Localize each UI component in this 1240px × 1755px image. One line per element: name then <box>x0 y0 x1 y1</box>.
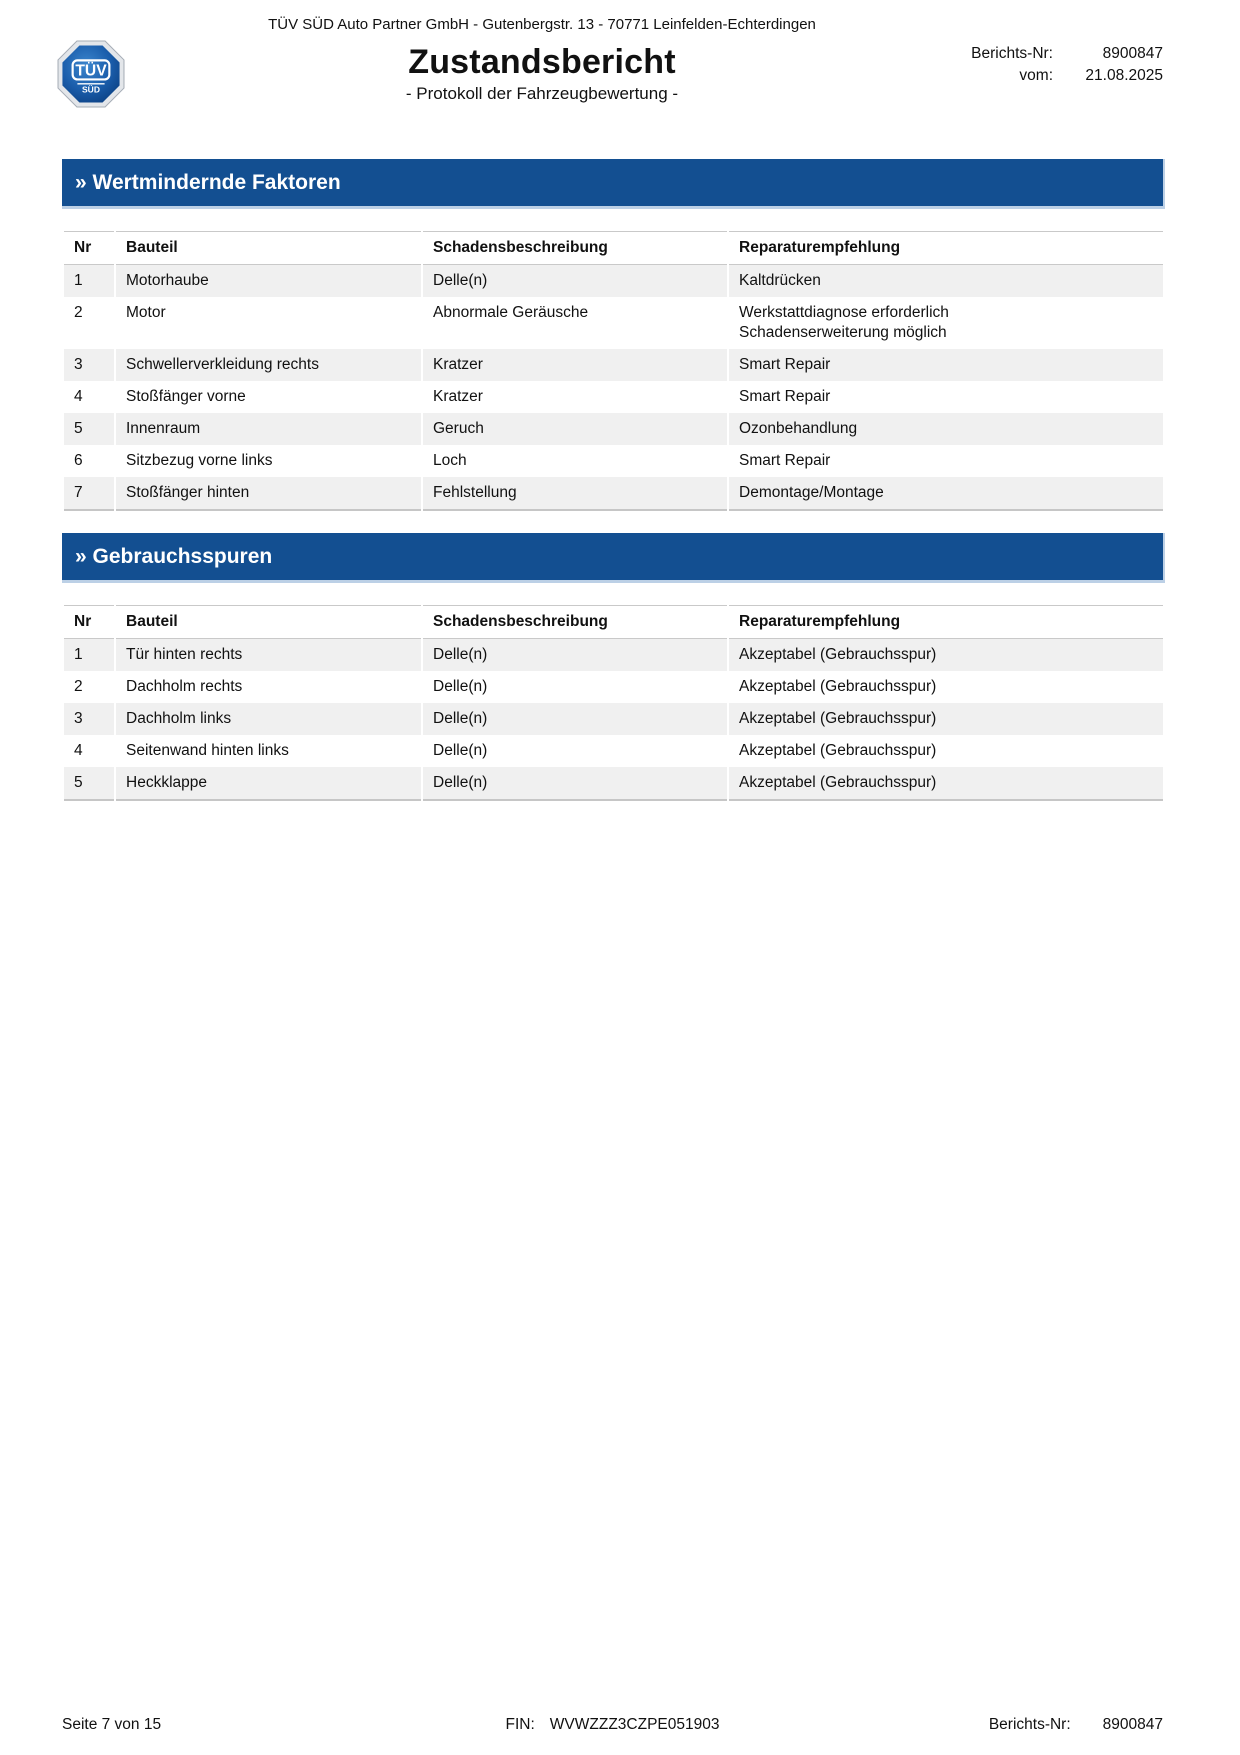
cell-bauteil: Heckklappe <box>116 767 421 801</box>
cell-bauteil: Dachholm links <box>116 703 421 735</box>
cell-reparaturempfehlung: Akzeptabel (Gebrauchsspur) <box>729 671 1163 703</box>
table-row <box>64 671 1163 703</box>
section-header-gebrauchsspuren: » Gebrauchsspuren <box>62 533 1165 583</box>
footer-report-number-label: Berichts-Nr: <box>988 1716 1071 1733</box>
cell-reparaturempfehlung: Akzeptabel (Gebrauchsspur) <box>729 767 1163 801</box>
logo-text-tuv: TÜV <box>75 62 107 80</box>
cell-reparaturempfehlung: Ozonbehandlung <box>729 413 1163 445</box>
column-header-bauteil: Bauteil <box>116 231 421 265</box>
cell-nr: 3 <box>64 703 114 735</box>
table-row <box>64 265 1163 297</box>
cell-reparaturempfehlung: Smart Repair <box>729 381 1163 413</box>
cell-reparaturempfehlung: Kaltdrücken <box>729 265 1163 297</box>
cell-schadensbeschreibung: Fehlstellung <box>423 477 727 511</box>
column-header-bauteil: Bauteil <box>116 605 421 639</box>
cell-nr: 6 <box>64 445 114 477</box>
cell-schadensbeschreibung: Delle(n) <box>423 265 727 297</box>
column-header-nr: Nr <box>64 605 114 639</box>
table-row <box>64 703 1163 735</box>
cell-nr: 2 <box>64 297 114 349</box>
table-head <box>64 605 1163 639</box>
cell-schadensbeschreibung: Abnormale Geräusche <box>423 297 727 349</box>
table-row <box>64 381 1163 413</box>
fin-value: WVWZZZ3CZPE051903 <box>549 1716 720 1733</box>
table-body <box>64 639 1163 801</box>
cell-nr: 1 <box>64 639 114 671</box>
cell-schadensbeschreibung: Delle(n) <box>423 703 727 735</box>
column-header-nr: Nr <box>64 231 114 265</box>
header-center <box>143 16 941 113</box>
cell-schadensbeschreibung: Geruch <box>423 413 727 445</box>
cell-reparaturempfehlung: Demontage/Montage <box>729 477 1163 511</box>
column-header-schadensbeschreibung: Schadensbeschreibung <box>423 231 727 265</box>
cell-reparaturempfehlung: Smart Repair <box>729 445 1163 477</box>
report-date-label: vom: <box>1019 67 1053 84</box>
cell-bauteil: Tür hinten rechts <box>116 639 421 671</box>
cell-bauteil: Motor <box>116 297 421 349</box>
tuv-sued-logo <box>57 16 143 113</box>
page-title: Zustandsbericht <box>408 43 676 81</box>
footer-report-number-block <box>719 1715 1163 1735</box>
cell-reparaturempfehlung: Akzeptabel (Gebrauchsspur) <box>729 639 1163 671</box>
cell-nr: 4 <box>64 381 114 413</box>
cell-bauteil: Schwellerverkleidung rechts <box>116 349 421 381</box>
cell-nr: 1 <box>64 265 114 297</box>
cell-bauteil: Seitenwand hinten links <box>116 735 421 767</box>
wertmindernde-faktoren-table <box>62 231 1165 511</box>
table-header-row <box>64 605 1163 639</box>
table-row <box>64 477 1163 511</box>
cell-nr: 7 <box>64 477 114 511</box>
column-header-reparaturempfehlung: Reparaturempfehlung <box>729 605 1163 639</box>
report-meta <box>941 43 1163 113</box>
cell-reparaturempfehlung: Werkstattdiagnose erforderlich Schadenserweiterung möglich <box>729 297 1163 349</box>
fin-label: FIN: <box>505 1716 535 1733</box>
cell-schadensbeschreibung: Kratzer <box>423 349 727 381</box>
cell-schadensbeschreibung: Delle(n) <box>423 671 727 703</box>
cell-reparaturempfehlung: Smart Repair <box>729 349 1163 381</box>
cell-nr: 3 <box>64 349 114 381</box>
table-row <box>64 445 1163 477</box>
cell-schadensbeschreibung: Loch <box>423 445 727 477</box>
table-row <box>64 349 1163 381</box>
cell-schadensbeschreibung: Delle(n) <box>423 735 727 767</box>
table-body <box>64 265 1163 511</box>
cell-schadensbeschreibung: Kratzer <box>423 381 727 413</box>
table-row <box>64 297 1163 349</box>
report-number-label: Berichts-Nr: <box>971 45 1053 62</box>
footer-report-number-value: 8900847 <box>1102 1716 1163 1733</box>
company-address-line: TÜV SÜD Auto Partner GmbH - Gutenbergstr. 13 - 70771 Leinfelden-Echterdingen <box>268 16 816 33</box>
cell-bauteil: Motorhaube <box>116 265 421 297</box>
table-head <box>64 231 1163 265</box>
fin-block <box>506 1715 720 1735</box>
table-row <box>64 767 1163 801</box>
report-number-value: 8900847 <box>1102 45 1163 62</box>
column-header-schadensbeschreibung: Schadensbeschreibung <box>423 605 727 639</box>
page-header <box>0 0 1240 113</box>
logo-text-sued: SÜD <box>82 84 100 95</box>
cell-reparaturempfehlung: Akzeptabel (Gebrauchsspur) <box>729 703 1163 735</box>
gebrauchsspuren-table <box>62 605 1165 801</box>
page-subtitle: - Protokoll der Fahrzeugbewertung - <box>405 84 679 103</box>
column-header-reparaturempfehlung: Reparaturempfehlung <box>729 231 1163 265</box>
tuv-sued-logo-icon <box>57 40 125 108</box>
report-date-value: 21.08.2025 <box>1085 67 1163 84</box>
cell-nr: 4 <box>64 735 114 767</box>
table-row <box>64 639 1163 671</box>
section-header-wertmindernde-faktoren: » Wertmindernde Faktoren <box>62 159 1165 209</box>
cell-bauteil: Dachholm rechts <box>116 671 421 703</box>
page-footer <box>62 1715 1163 1735</box>
cell-nr: 2 <box>64 671 114 703</box>
cell-reparaturempfehlung: Akzeptabel (Gebrauchsspur) <box>729 735 1163 767</box>
cell-nr: 5 <box>64 413 114 445</box>
cell-nr: 5 <box>64 767 114 801</box>
cell-schadensbeschreibung: Delle(n) <box>423 767 727 801</box>
cell-schadensbeschreibung: Delle(n) <box>423 639 727 671</box>
table-header-row <box>64 231 1163 265</box>
table-row <box>64 735 1163 767</box>
page-number: Seite 7 von 15 <box>62 1716 162 1733</box>
cell-bauteil: Innenraum <box>116 413 421 445</box>
cell-bauteil: Stoßfänger hinten <box>116 477 421 511</box>
table-row <box>64 413 1163 445</box>
cell-bauteil: Sitzbezug vorne links <box>116 445 421 477</box>
report-date-row <box>941 65 1163 87</box>
cell-bauteil: Stoßfänger vorne <box>116 381 421 413</box>
report-number-row <box>941 43 1163 65</box>
